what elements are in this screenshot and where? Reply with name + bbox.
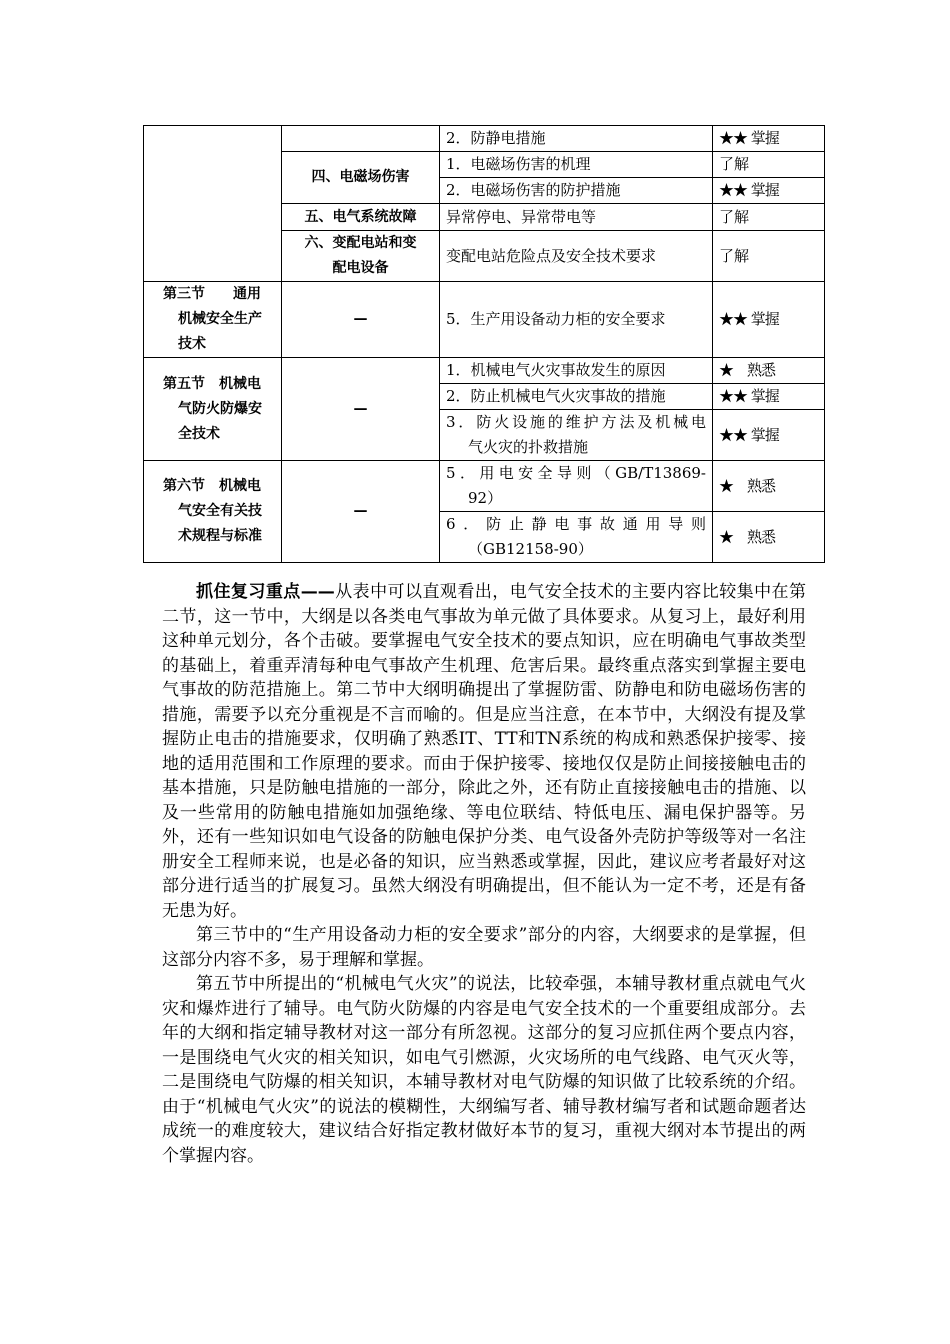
paragraph: 第五节中所提出的“机械电气火灾”的说法，比较牵强，本辅导教材重点就电气火灾和爆炸进行了辅导。电气防火防爆的内容是电气安全技术的一个重要组成部分。去年的大纲和指定辅导教材对这一部分有所忽视。这部分的复习应抓住两个要点内容，一是围绕电气火灾的相关知识，如电气引燃源，火灾场所的电气线路、电气灭火等，二是围绕电气防爆的相关知识，本辅导教材对电气防爆的知识做了比较系统的介绍。由于“机械电气火灾”的说法的模糊性，大纲编写者、辅导教材编写者和试题命题者达成统一的难度较大，建议结合好指定教材做好本节的复习，重视大纲对本节提出的两个掌握内容。 (162, 974, 806, 1166)
section-line: 第六节 机械电 (163, 478, 261, 494)
lead-heading: 抓住复习重点—— (196, 582, 335, 602)
level-cell: ★★ 掌握 (713, 282, 825, 358)
section-cell (144, 282, 282, 358)
item-cell: 2．防静电措施 (440, 126, 713, 152)
subsection-cell (282, 231, 440, 282)
item-cell: 1．电磁场伤害的机理 (440, 152, 713, 178)
table-row (144, 461, 825, 512)
section-line: 第五节 机械电 (163, 375, 261, 392)
item-cell: 变配电站危险点及安全技术要求 (440, 231, 713, 282)
level-cell: 了解 (713, 204, 825, 231)
item-line: 气火灾的扑救措施 (468, 438, 589, 456)
section-line: 气安全有关技 (178, 503, 262, 519)
subsection-line: 配电设备 (332, 260, 389, 276)
item-cell: 5．生产用设备动力柜的安全要求 (440, 282, 713, 358)
section-cell (144, 358, 282, 461)
subsection-cell: 四、电磁场伤害 (282, 152, 440, 204)
section-line: 第三节 通用 (163, 286, 261, 302)
commentary (162, 580, 806, 1168)
syllabus-table (143, 125, 825, 563)
section-line: 技术 (178, 336, 206, 352)
item-cell: 2．电磁场伤害的防护措施 (440, 178, 713, 204)
section-cell-continued (144, 126, 282, 282)
level-cell: 了解 (713, 152, 825, 178)
level-cell: ★ 熟悉 (713, 358, 825, 384)
item-cell (440, 512, 713, 563)
level-cell: ★★ 掌握 (713, 178, 825, 204)
section-cell (144, 461, 282, 563)
item-line: 3．防火设施的维护方法及机械电 (446, 413, 706, 431)
section-line: 气防火防爆安 (178, 400, 262, 417)
table-row (144, 282, 825, 358)
level-cell: ★ 熟悉 (713, 461, 825, 512)
item-cell: 1．机械电气火灾事故发生的原因 (440, 358, 713, 384)
subsection-cell: — (282, 358, 440, 461)
section-line: 机械安全生产 (178, 311, 262, 327)
item-line: （GB12158-90） (468, 540, 593, 558)
item-cell: 2．防止机械电气火灾事故的措施 (440, 384, 713, 410)
subsection-line: 六、变配电站和变 (304, 235, 417, 251)
item-line: 92） (468, 489, 503, 507)
item-cell (440, 461, 713, 512)
level-cell: ★★ 掌握 (713, 126, 825, 152)
table-row (144, 358, 825, 384)
subsection-cell: — (282, 461, 440, 563)
subsection-cell: 五、电气系统故障 (282, 204, 440, 231)
paragraph: 第三节中的“生产用设备动力柜的安全要求”部分的内容，大纲要求的是掌握，但这部分内容不多，易于理解和掌握。 (162, 925, 806, 970)
subsection-cell: — (282, 282, 440, 358)
level-cell: 了解 (713, 231, 825, 282)
level-cell: ★★ 掌握 (713, 384, 825, 410)
paragraph-text: 从表中可以直观看出，电气安全技术的主要内容比较集中在第二节，这一节中，大纲是以各类电气事故为单元做了具体要求。从复习上，最好利用这种单元划分，各个击破。要掌握电气安全技术的要点知识，应在明确电气事故类型的基础上，着重弄清每种电气事故产生机理、危害后果。最终重点落实到掌握主要电气事故的防范措施上。第二节中大纲明确提出了掌握防雷、防静电和防电磁场伤害的措施，需要予以充分重视是不言而喻的。但是应当注意，在本节中，大纲没有提及掌握防止电击的措施要求，仅明确了熟悉IT、TT和TN系统的构成和熟悉保护接零、接地的适用范围和工作原理的要求。而由于保护接零、接地仅仅是防止间接接触电击的基本措施，只是防触电措施的一部分，除此之外，还有防止直接接触电击的措施、以及一些常用的防触电措施如加强绝缘、等电位联结、特低电压、漏电保护器等。另外，还有一些知识如电气设备的防触电保护分类、电气设备外壳防护等级等对一名注册安全工程师来说，也是必备的知识，应当熟悉或掌握，因此，建议应考者最好对这部分进行适当的扩展复习。虽然大纲没有明确提出，但不能认为一定不考，还是有备无患为好。 (162, 582, 807, 921)
paragraph (162, 580, 806, 923)
item-line: 6．防止静电事故通用导则 (446, 515, 706, 533)
table-row (144, 126, 825, 152)
item-cell (440, 410, 713, 461)
section-line: 术规程与标准 (178, 528, 262, 544)
subsection-cell-empty (282, 126, 440, 152)
level-cell: ★ 熟悉 (713, 512, 825, 563)
item-cell: 异常停电、异常带电等 (440, 204, 713, 231)
level-cell: ★★ 掌握 (713, 410, 825, 461)
section-line: 全技术 (178, 425, 220, 442)
item-line: 5．用电安全导则（GB/T13869- (446, 464, 706, 482)
